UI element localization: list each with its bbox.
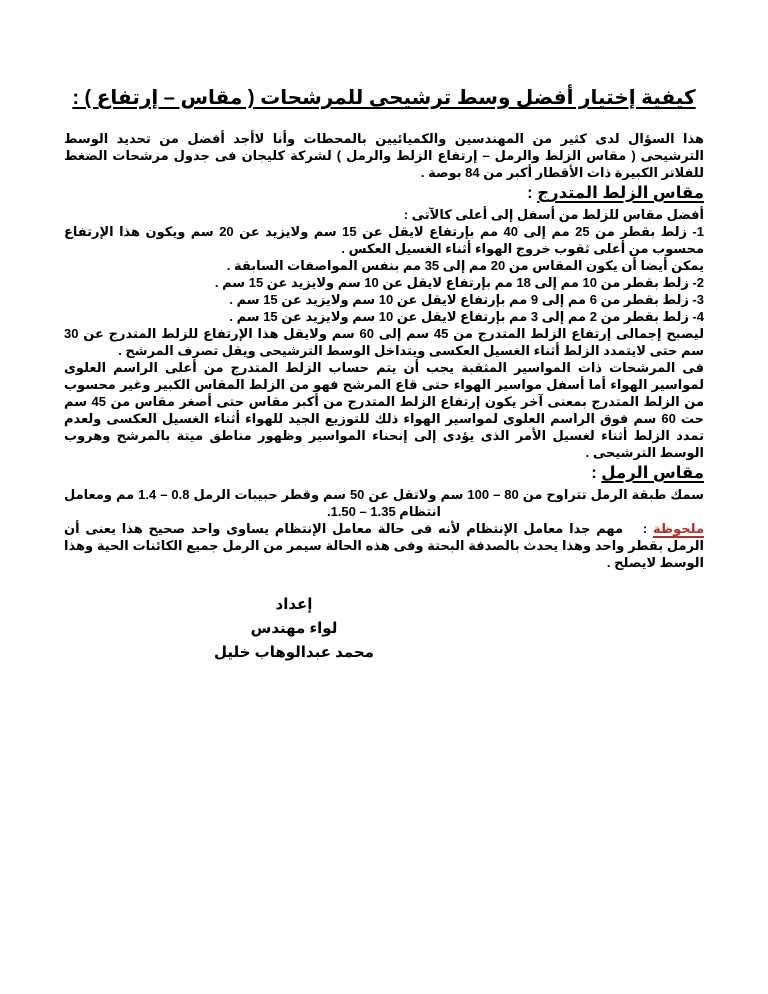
sand-section-heading — [64, 463, 704, 484]
sand-paragraph: سمك طبقة الرمل تتراوح من 80 – 100 سم ولاتقل عن 50 سم وقطر حبيبات الرمل 0.8 – 1.4 مم ومعامل انتظام 1.35 – 1.50. — [64, 487, 704, 519]
sand-heading-colon: : — [591, 464, 602, 482]
gravel-item: 1- زلط بقطر من 25 مم إلى 40 مم بإرتفاع لايقل عن 15 سم ولايزيد عن 20 سم ويكون هذا الإرتفاع محسوب من أعلى ثقوب خروج الهواء أثناء الغسيل العكس . — [64, 224, 704, 256]
gravel-heading-text: مقاس الزلط المتدرج — [537, 184, 704, 202]
gravel-section-heading — [64, 183, 704, 204]
intro-paragraph: هذا السؤال لدى كثير من المهندسين والكميائيين بالمحطات وأنا لاأجد أفضل من تحديد الوسط الترشيحى ( مقاس الزلط والرمل – إرتفاع الزلط والرمل ) لشركة كليجان فى جدول مرشحات الضغط للفلاتر الكبيرة ذات الأقطار أكبر من 84 بوصة . — [64, 131, 704, 180]
note-label: ملحوظة — [652, 521, 704, 536]
note-colon: : — [642, 521, 653, 536]
signature-rank: لواء مهندس — [250, 620, 338, 637]
page-title: كيفية إختيار أفضل وسط ترشيحى للمرشحات ( مقاس – إرتفاع ) : — [72, 87, 696, 109]
note-paragraph — [64, 520, 704, 571]
sand-heading-text: مقاس الرمل — [601, 464, 704, 482]
perforated-pipes-paragraph: فى المرشحات ذات المواسير المثقبة يجب أن يتم حساب الزلط المتدرج من أعلى الراسم العلوى لمواسير الهواء أما أسفل مواسير الهواء حتى قاع المرشح فهو من الزلط المقاس الكبير وغير محسوب من الزلط المتدرج بمعنى آخر يكون إرتفاع الزلط المتدرج من أكبر مقاس حتى أصغر مقاس من 45 سم حت 60 سم فوق الراسم العلوى لمواسير الهواء ذلك للتوزيع الجيد للهواء أثناء الغسيل العكسى ولعدم تمدد الزلط أثناء لغسيل الأمر الذى يؤدى إلى إنحناء المواسير وظهور مناطق ميتة بالمرشح وهروب الوسط الترشيحى . — [64, 360, 705, 460]
gravel-item: يمكن أيضا أن يكون المقاس من 20 مم إلى 35 مم بنفس المواصفات السابقة . — [226, 258, 704, 273]
gravel-heading-colon: : — [527, 184, 538, 202]
gravel-item: 3- زلط بقطر من 6 مم إلى 9 مم بإرتفاع لايقل عن 10 سم ولايزيد عن 15 سم . — [229, 292, 704, 307]
signature-name: محمد عبدالوهاب خليل — [214, 644, 374, 661]
gravel-item: 2- زلط بقطر من 10 مم إلى 18 مم بإرتفاع لايقل عن 10 سم ولايزيد عن 15 سم . — [214, 275, 704, 290]
gravel-item: 4- زلط بقطر من 2 مم إلى 3 مم بإرتفاع لايقل عن 10 سم ولايزيد عن 15 سم . — [229, 309, 704, 324]
signature-block — [184, 593, 404, 665]
signature-prepared-by: إعداد — [275, 596, 313, 613]
gravel-lead: أفضل مقاس للزلط من أسفل إلى أعلى كالآتى : — [403, 207, 704, 222]
gravel-total-paragraph: ليصبح إجمالى إرتفاع الزلط المتدرج من 45 سم إلى 60 سم ولايقل هذا الإرتفاع للزلط المتدرج عن 30 سم حتى لايتمدد الزلط أثناء الغسيل العكسى ويتداخل الوسط الترشيحى ويقل تصرف المرشح . — [64, 326, 704, 358]
note-body: مهم جدا معامل الإنتظام لأنه فى حالة معامل الإنتظام يساوى واحد صحيح هذا يعنى أن الرمل بقطر واحد وهذا يحدث بالصدفة البحتة وفى هذه الحالة سيمر من الرمل جميع الكائنات الحية وهذا الوسط لايصلح . — [64, 521, 704, 570]
